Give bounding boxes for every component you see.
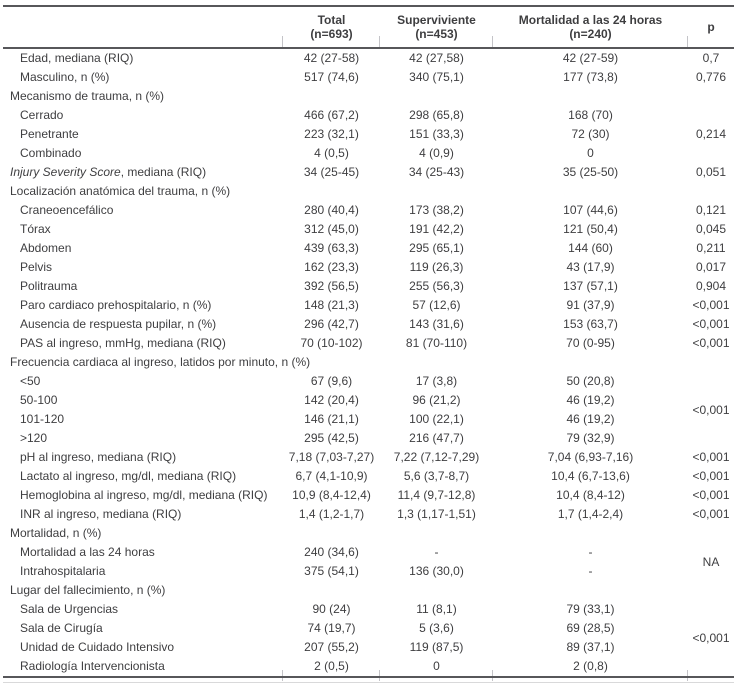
table-row — [3, 144, 734, 163]
table-row — [3, 106, 734, 125]
cell-superviviente: 143 (31,6) — [409, 317, 464, 331]
cell-total: 207 (55,2) — [304, 640, 359, 654]
cell-total: 517 (74,6) — [304, 70, 359, 84]
cell-mortalidad: 107 (44,6) — [563, 203, 618, 217]
table-row — [3, 486, 734, 505]
cell-superviviente: 151 (33,3) — [409, 127, 464, 141]
table-row — [3, 296, 734, 315]
cell-superviviente: 100 (22,1) — [409, 412, 464, 426]
table-row — [3, 429, 734, 448]
cell-superviviente: 11,4 (9,7-12,8) — [397, 488, 476, 502]
row-label: Unidad de Cuidado Intensivo — [20, 640, 175, 654]
cell-mortalidad: - — [588, 545, 593, 559]
cell-p: <0,001 — [692, 450, 730, 464]
cell-p: 0,045 — [695, 222, 727, 236]
col-header-empty — [3, 6, 283, 48]
cell-superviviente: 340 (75,1) — [409, 70, 464, 84]
cell-mortalidad: 168 (70) — [568, 108, 613, 122]
cell-total: 162 (23,3) — [304, 260, 359, 274]
row-label: pH al ingreso, mediana (RIQ) — [20, 450, 177, 464]
cell-p: NA — [702, 554, 720, 569]
cell-total: 295 (42,5) — [304, 431, 359, 445]
table-row — [3, 68, 734, 87]
table-row — [3, 410, 734, 429]
cell-mortalidad: 43 (17,9) — [566, 260, 615, 274]
cell-superviviente: 216 (47,7) — [409, 431, 464, 445]
cell-total: 148 (21,3) — [304, 298, 359, 312]
cell-mortalidad: 153 (63,7) — [563, 317, 618, 331]
cell-total: 146 (21,1) — [304, 412, 359, 426]
cell-mortalidad: 2 (0,8) — [573, 659, 608, 673]
cell-mortalidad: 72 (30) — [571, 127, 610, 141]
row-label: Edad, mediana (RIQ) — [20, 51, 134, 65]
row-label: Mortalidad a las 24 horas — [20, 545, 155, 559]
cell-mortalidad: 69 (28,5) — [566, 621, 615, 635]
cell-mortalidad: 10,4 (8,4-12) — [556, 488, 625, 502]
row-label: Tórax — [20, 222, 51, 236]
table-row — [3, 220, 734, 239]
cell-mortalidad: 42 (27-59) — [562, 51, 619, 65]
cell-mortalidad: 50 (20,8) — [566, 374, 615, 388]
col-header-superviviente — [380, 6, 493, 48]
cell-superviviente: 17 (3,8) — [415, 374, 458, 388]
cell-total: 280 (40,4) — [304, 203, 359, 217]
cell-superviviente: 4 (0,9) — [419, 146, 454, 160]
table-row — [3, 163, 734, 182]
cell-mortalidad: 79 (32,9) — [566, 431, 615, 445]
cell-mortalidad: 46 (19,2) — [566, 393, 615, 407]
row-label: >120 — [20, 431, 48, 445]
cell-p: <0,001 — [692, 469, 730, 483]
cell-superviviente: 136 (30,0) — [409, 564, 464, 578]
col-header-total — [283, 6, 380, 48]
table-row — [3, 467, 734, 486]
row-label: Politrauma — [20, 279, 78, 293]
cell-p: 0,211 — [696, 241, 726, 255]
cell-total: 142 (20,4) — [304, 393, 359, 407]
cell-mortalidad: 91 (37,9) — [566, 298, 615, 312]
row-label: Paro cardiaco prehospitalario, n (%) — [20, 298, 212, 312]
section-row — [3, 87, 734, 106]
col-header-p: p — [688, 6, 734, 48]
cell-total: 240 (34,6) — [304, 545, 359, 559]
cell-superviviente: 295 (65,1) — [409, 241, 464, 255]
section-label: Lugar del fallecimiento, n (%) — [10, 583, 166, 597]
cell-p: 0,904 — [695, 279, 727, 293]
row-label: Craneoencefálico — [20, 203, 114, 217]
table-row — [3, 562, 734, 581]
cell-total: 34 (25-45) — [303, 165, 360, 179]
col-header-mortalidad-n: (n=240) — [569, 27, 612, 41]
row-label: Abdomen — [20, 241, 72, 255]
row-label: Intrahospitalaria — [20, 564, 106, 578]
table-row — [3, 600, 734, 619]
row-label: Combinado — [20, 146, 82, 160]
cell-total: 7,18 (7,03-7,27) — [288, 450, 375, 464]
cell-p: 0,121 — [695, 203, 727, 217]
cell-total: 4 (0,5) — [314, 146, 349, 160]
table-row — [3, 201, 734, 220]
cell-total: 74 (19,7) — [307, 621, 356, 635]
table-row — [3, 277, 734, 296]
cell-superviviente: 7,22 (7,12-7,29) — [393, 450, 480, 464]
cell-superviviente: 0 — [433, 659, 440, 673]
table-row — [3, 543, 734, 562]
row-label: Pelvis — [20, 260, 53, 274]
table-row — [3, 258, 734, 277]
row-label: PAS al ingreso, mmHg, mediana (RIQ) — [20, 336, 226, 350]
cell-superviviente: 5 (3,6) — [419, 621, 454, 635]
cell-mortalidad: 70 (0-95) — [566, 336, 615, 350]
cell-p: 0,214 — [695, 127, 727, 141]
cell-p: <0,001 — [692, 298, 730, 312]
table-row — [3, 391, 734, 410]
cell-superviviente: 298 (65,8) — [409, 108, 464, 122]
row-label: <50 — [20, 374, 41, 388]
cell-mortalidad: 137 (57,1) — [563, 279, 618, 293]
cell-total: 6,7 (4,1-10,9) — [295, 469, 368, 483]
cell-mortalidad: 10,4 (6,7-13,6) — [551, 469, 630, 483]
section-label: Localización anatómica del trauma, n (%) — [10, 184, 231, 198]
row-label: 50-100 — [20, 393, 58, 407]
table-row — [3, 372, 734, 391]
cell-total: 70 (10-102) — [300, 336, 363, 350]
cell-superviviente: 81 (70-110) — [405, 336, 468, 350]
cell-superviviente: - — [434, 545, 439, 559]
cell-total: 392 (56,5) — [304, 279, 359, 293]
section-row — [3, 581, 734, 600]
cell-mortalidad: 7,04 (6,93-7,16) — [547, 450, 634, 464]
cell-superviviente: 5,6 (3,7-8,7) — [403, 469, 470, 483]
table-row — [3, 239, 734, 258]
col-header-total-label: Total — [317, 13, 346, 27]
cell-total: 296 (42,7) — [304, 317, 359, 331]
table-row — [3, 638, 734, 657]
col-header-total-n: (n=693) — [310, 27, 353, 41]
table-row — [3, 125, 734, 144]
row-label: Ausencia de respuesta pupilar, n (%) — [20, 317, 217, 331]
cell-total: 312 (45,0) — [304, 222, 359, 236]
row-label: Masculino, n (%) — [20, 70, 110, 84]
col-header-mortalidad — [493, 6, 688, 48]
cell-total: 2 (0,5) — [314, 659, 349, 673]
cell-p: 0,051 — [695, 165, 727, 179]
cell-total: 375 (54,1) — [304, 564, 359, 578]
cell-mortalidad: 89 (37,1) — [566, 640, 615, 654]
col-header-superviviente-label: Superviviente — [397, 13, 476, 27]
cell-p: <0,001 — [692, 488, 730, 502]
cell-p: 0,7 — [702, 51, 720, 65]
table-row — [3, 315, 734, 334]
row-label: INR al ingreso, mediana (RIQ) — [20, 507, 182, 521]
row-label: Lactato al ingreso, mg/dl, mediana (RIQ) — [20, 469, 237, 483]
table-row — [3, 657, 734, 677]
cell-total: 1,4 (1,2-1,7) — [298, 507, 365, 521]
cell-superviviente: 1,3 (1,17-1,51) — [397, 507, 476, 521]
cell-total: 223 (32,1) — [304, 127, 359, 141]
cell-mortalidad: 35 (25-50) — [562, 165, 619, 179]
row-label: Radiología Intervencionista — [20, 659, 165, 673]
table-row — [3, 619, 734, 638]
cell-mortalidad: 177 (73,8) — [563, 70, 618, 84]
table-row — [3, 48, 734, 68]
row-label: 101-120 — [20, 412, 65, 426]
cell-total: 67 (9,6) — [310, 374, 353, 388]
row-label: Sala de Urgencias — [20, 602, 119, 616]
section-label: Mortalidad, n (%) — [10, 526, 102, 540]
cell-superviviente: 119 (26,3) — [409, 260, 464, 274]
section-row — [3, 182, 734, 201]
table-body — [3, 48, 734, 677]
cell-total: 439 (63,3) — [304, 241, 359, 255]
table-row — [3, 334, 734, 353]
cell-total: 90 (24) — [312, 602, 351, 616]
row-label: Sala de Cirugía — [20, 621, 103, 635]
cell-p: <0,001 — [692, 507, 730, 521]
cell-superviviente: 119 (87,5) — [409, 640, 464, 654]
row-label: Cerrado — [20, 108, 64, 122]
cell-p: <0,001 — [692, 317, 730, 331]
header-row — [3, 6, 734, 48]
cell-superviviente: 255 (56,3) — [409, 279, 464, 293]
cell-p: <0,001 — [692, 402, 730, 417]
row-label: Hemoglobina al ingreso, mg/dl, mediana (RIQ) — [20, 488, 268, 502]
cell-total: 10,9 (8,4-12,4) — [292, 488, 371, 502]
cell-p: <0,001 — [692, 630, 730, 645]
cell-p: <0,001 — [692, 336, 730, 350]
section-label: Mecanismo de trauma, n (%) — [10, 89, 165, 103]
cell-superviviente: 11 (8,1) — [416, 602, 457, 616]
table-row — [3, 505, 734, 524]
col-header-superviviente-n: (n=453) — [415, 27, 458, 41]
row-label: Penetrante — [20, 127, 79, 141]
results-table — [3, 5, 734, 678]
cell-total: 466 (67,2) — [304, 108, 359, 122]
cell-p: 0,776 — [695, 70, 727, 84]
cell-mortalidad: 0 — [587, 146, 594, 160]
cell-superviviente: 191 (42,2) — [409, 222, 464, 236]
cell-p: 0,017 — [695, 260, 727, 274]
cell-superviviente: 34 (25-43) — [408, 165, 465, 179]
section-label: Frecuencia cardiaca al ingreso, latidos por minuto, n (%) — [10, 355, 311, 369]
cell-mortalidad: 79 (33,1) — [566, 602, 615, 616]
cell-mortalidad: 46 (19,2) — [566, 412, 615, 426]
cell-superviviente: 57 (12,6) — [412, 298, 461, 312]
cell-mortalidad: 121 (50,4) — [563, 222, 618, 236]
cell-superviviente: 173 (38,2) — [409, 203, 464, 217]
cell-mortalidad: - — [588, 564, 593, 578]
cell-superviviente: 96 (21,2) — [412, 393, 461, 407]
section-row — [3, 353, 734, 372]
cell-mortalidad: 144 (60) — [568, 241, 613, 255]
outcomes-table — [3, 5, 734, 678]
section-row — [3, 524, 734, 543]
cell-mortalidad: 1,7 (1,4-2,4) — [557, 507, 624, 521]
table-row — [3, 448, 734, 467]
cell-superviviente: 42 (27,58) — [409, 51, 464, 65]
col-header-mortalidad-label: Mortalidad a las 24 horas — [518, 13, 663, 27]
row-label: Injury Severity Score, mediana (RIQ) — [10, 165, 207, 179]
cell-total: 42 (27-58) — [303, 51, 360, 65]
